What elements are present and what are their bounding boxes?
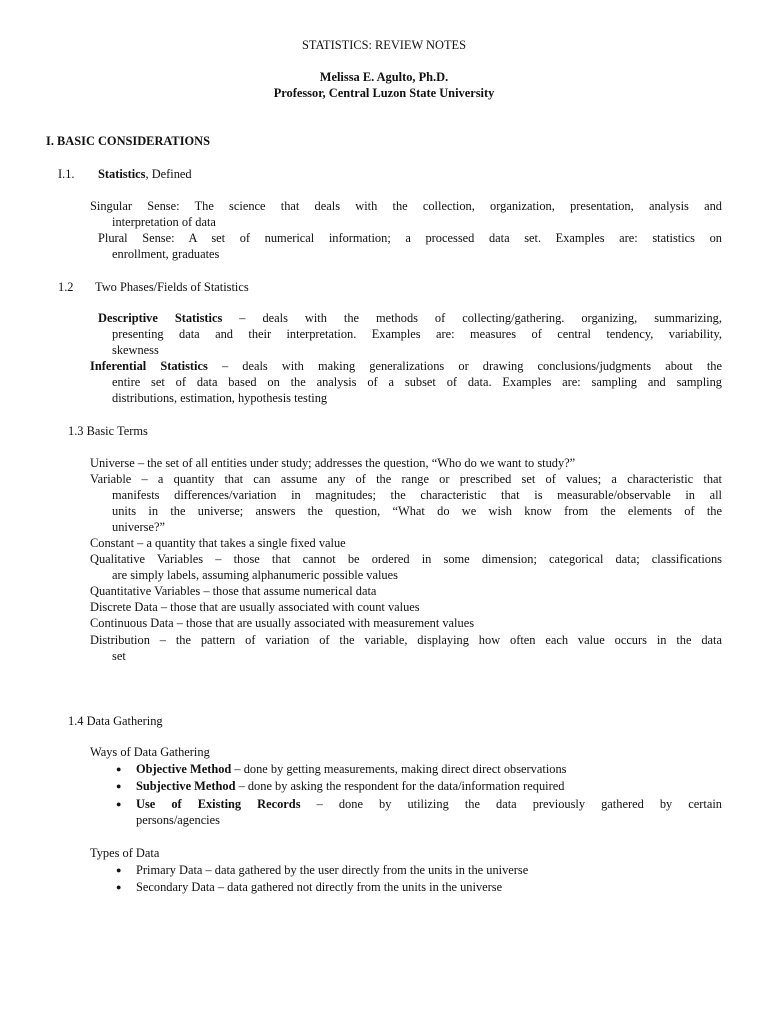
term-variable-line1: Variable – a quantity that can assume any of the range or prescribed set of values; a characteristic that — [90, 472, 722, 486]
bullet-icon: ● — [116, 882, 122, 892]
list-item-continuation: persons/agencies — [136, 813, 220, 827]
descriptive-line1: Descriptive Statistics – deals with the methods of collecting/gathering. organizing, summarizing, — [98, 311, 722, 325]
subsection-title: Statistics, Defined — [98, 167, 192, 181]
plural-sense-line2: enrollment, graduates — [112, 247, 220, 261]
author-affiliation: Professor, Central Luzon State University — [273, 86, 495, 100]
subsection-title: 1.4 Data Gathering — [68, 714, 163, 728]
descriptive-line2: presenting data and their interpretation. Examples are: measures of central tendency, variability, — [112, 327, 722, 341]
descriptive-line3: skewness — [112, 343, 159, 357]
singular-sense-line1: Singular Sense: The science that deals with the collection, organization, presentation, analysis and — [90, 199, 722, 213]
subsection-number: 1.2 — [58, 280, 74, 294]
subsection-number: I.1. — [58, 167, 75, 181]
list-item: Secondary Data – data gathered not directly from the units in the universe — [136, 880, 503, 894]
list-item: Subjective Method – done by asking the respondent for the data/information required — [136, 779, 565, 793]
document-title: STATISTICS: REVIEW NOTES — [302, 38, 466, 52]
inferential-line2: entire set of data based on the analysis of a subset of data. Examples are: sampling and sampling — [112, 375, 722, 389]
term-discrete: Discrete Data – those that are usually associated with count values — [90, 600, 420, 614]
bullet-icon: ● — [116, 781, 122, 791]
inferential-line3: distributions, estimation, hypothesis testing — [112, 391, 328, 405]
subsection-title: Two Phases/Fields of Statistics — [95, 280, 249, 294]
list-item: Use of Existing Records – done by utilizing the data previously gathered by certain — [136, 797, 722, 811]
inferential-line1: Inferential Statistics – deals with making generalizations or drawing conclusions/judgments about the — [90, 359, 722, 373]
term-quantitative: Quantitative Variables – those that assume numerical data — [90, 584, 377, 598]
term-qualitative-line1: Qualitative Variables – those that cannot be ordered in some dimension; categorical data; classifications — [90, 552, 722, 566]
list-item: Primary Data – data gathered by the user directly from the units in the universe — [136, 863, 529, 877]
term-variable-line4: universe?” — [112, 520, 165, 534]
term-continuous: Continuous Data – those that are usually associated with measurement values — [90, 616, 475, 630]
types-heading: Types of Data — [90, 846, 160, 860]
term-distribution-line2: set — [112, 649, 126, 663]
list-item: Objective Method – done by getting measurements, making direct direct observations — [136, 762, 567, 776]
bullet-icon: ● — [116, 865, 122, 875]
bullet-icon: ● — [116, 764, 122, 774]
term-universe: Universe – the set of all entities under study; addresses the question, “Who do we want to study?” — [90, 456, 576, 470]
ways-heading: Ways of Data Gathering — [90, 745, 210, 759]
term-distribution-line1: Distribution – the pattern of variation of the variable, displaying how often each value occurs in the data — [90, 633, 722, 647]
singular-sense-line2: interpretation of data — [112, 215, 216, 229]
subsection-title: 1.3 Basic Terms — [68, 424, 148, 438]
section-heading: I. BASIC CONSIDERATIONS — [46, 134, 210, 148]
term-constant: Constant – a quantity that takes a single fixed value — [90, 536, 346, 550]
term-variable-line2: manifests differences/variation in magnitudes; the characteristic that is measurable/observable in all — [112, 488, 722, 502]
plural-sense-line1: Plural Sense: A set of numerical information; a processed data set. Examples are: statistics on — [98, 231, 722, 245]
term-qualitative-line2: are simply labels, assuming alphanumeric possible values — [112, 568, 398, 582]
term-variable-line3: units in the universe; answers the question, “What do we wish know from the elements of the — [112, 504, 722, 518]
bullet-icon: ● — [116, 799, 122, 809]
author-name: Melissa E. Agulto, Ph.D. — [319, 70, 449, 84]
